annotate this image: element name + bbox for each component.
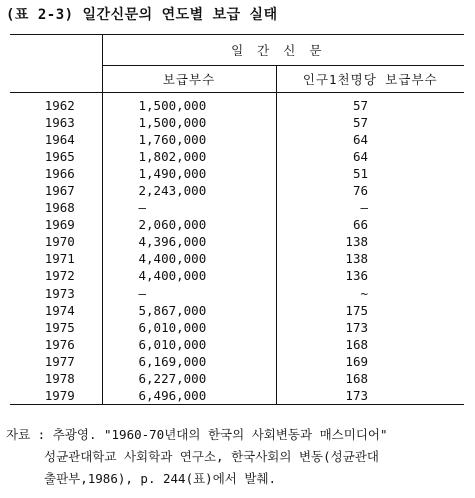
- table-row: [10, 131, 464, 148]
- circulation-cell: 6,010,000: [102, 336, 276, 353]
- year-cell: 1967: [10, 182, 102, 199]
- per-thousand-cell: 51: [352, 166, 368, 182]
- circulation-cell: 1,490,000: [102, 165, 276, 182]
- per-thousand-cell: 64: [352, 132, 368, 148]
- year-cell: 1977: [10, 353, 102, 370]
- year-cell: 1969: [10, 216, 102, 233]
- year-cell: 1963: [10, 114, 102, 131]
- per-thousand-cell: 76: [352, 183, 368, 199]
- year-cell: 1975: [10, 319, 102, 336]
- year-cell: 1979: [10, 387, 102, 405]
- year-cell: 1976: [10, 336, 102, 353]
- per-thousand-cell: 168: [345, 370, 368, 386]
- year-cell: 1966: [10, 165, 102, 182]
- per-thousand-cell: 57: [352, 98, 368, 114]
- per-thousand-cell: 138: [345, 234, 368, 250]
- table-row: [10, 285, 464, 302]
- table-row: [10, 250, 464, 267]
- year-cell: 1973: [10, 285, 102, 302]
- table-row: [10, 216, 464, 233]
- per-thousand-cell: 66: [352, 217, 368, 233]
- circulation-cell: 4,400,000: [102, 250, 276, 267]
- circulation-cell: 1,500,000: [102, 114, 276, 131]
- per-thousand-cell: 138: [345, 251, 368, 267]
- year-cell: 1964: [10, 131, 102, 148]
- year-cell: 1978: [10, 370, 102, 387]
- per-thousand-cell: 136: [345, 268, 368, 284]
- table-row: [10, 370, 464, 387]
- source-line-2: 성균관대학교 사회학과 연구소, 한국사회의 변동(성균관대: [44, 449, 379, 464]
- table-row: [10, 233, 464, 250]
- per-thousand-cell: 173: [276, 387, 464, 405]
- table-row: [10, 267, 464, 284]
- table-row: [10, 387, 464, 405]
- year-cell: 1971: [10, 250, 102, 267]
- circulation-cell: 1,500,000: [102, 93, 276, 115]
- per-thousand-cell: 64: [352, 149, 368, 165]
- circulation-header: 보급부수: [102, 66, 276, 93]
- circulation-cell: 6,010,000: [102, 319, 276, 336]
- circulation-cell: 2,060,000: [102, 216, 276, 233]
- table-caption: (표 2-3) 일간신문의 연도별 보급 실태: [6, 7, 278, 23]
- table-row: [10, 336, 464, 353]
- per-thousand-cell: 168: [345, 336, 368, 352]
- table-row: [10, 319, 464, 336]
- year-cell: 1968: [10, 199, 102, 216]
- table-body: [10, 93, 464, 405]
- table-row: [10, 182, 464, 199]
- circulation-cell: —: [102, 285, 276, 302]
- circulation-cell: 5,867,000: [102, 302, 276, 319]
- source-line-3: 출판부,1986), p. 244(표)에서 발췌.: [44, 471, 277, 486]
- table-row: [10, 302, 464, 319]
- table-row: [10, 93, 464, 115]
- per-thousand-cell: 173: [345, 319, 368, 335]
- circulation-cell: 6,227,000: [102, 370, 276, 387]
- source-note: [6, 424, 471, 490]
- circulation-cell: 6,496,000: [102, 387, 276, 405]
- circulation-cell: 1,802,000: [102, 148, 276, 165]
- year-cell: 1970: [10, 233, 102, 250]
- per-thousand-cell: —: [360, 200, 368, 216]
- circulation-cell: 4,396,000: [102, 233, 276, 250]
- circulation-cell: 2,243,000: [102, 182, 276, 199]
- per-thousand-cell: 175: [345, 302, 368, 318]
- circulation-cell: 4,400,000: [102, 267, 276, 284]
- circulation-cell: 6,169,000: [102, 353, 276, 370]
- table-row: [10, 114, 464, 131]
- year-cell: 1974: [10, 302, 102, 319]
- circulation-cell: —: [102, 199, 276, 216]
- year-header-cell: [10, 35, 102, 93]
- per-thousand-cell: 57: [352, 115, 368, 131]
- year-cell: 1962: [10, 93, 102, 115]
- circulation-table: [10, 34, 464, 410]
- group-header: 일간신문: [102, 35, 464, 66]
- table-row: [10, 148, 464, 165]
- circulation-cell: 1,760,000: [102, 131, 276, 148]
- table-row: [10, 199, 464, 216]
- table-row: [10, 353, 464, 370]
- source-line-1: 자료 : 추광영. "1960-70년대의 한국의 사회변동과 매스미디어": [6, 427, 388, 442]
- per-thousand-header: 인구1천명당 보급부수: [276, 66, 464, 93]
- year-cell: 1972: [10, 267, 102, 284]
- per-thousand-cell: 169: [345, 353, 368, 369]
- year-cell: 1965: [10, 148, 102, 165]
- table-row: [10, 165, 464, 182]
- per-thousand-cell: ~: [360, 285, 368, 301]
